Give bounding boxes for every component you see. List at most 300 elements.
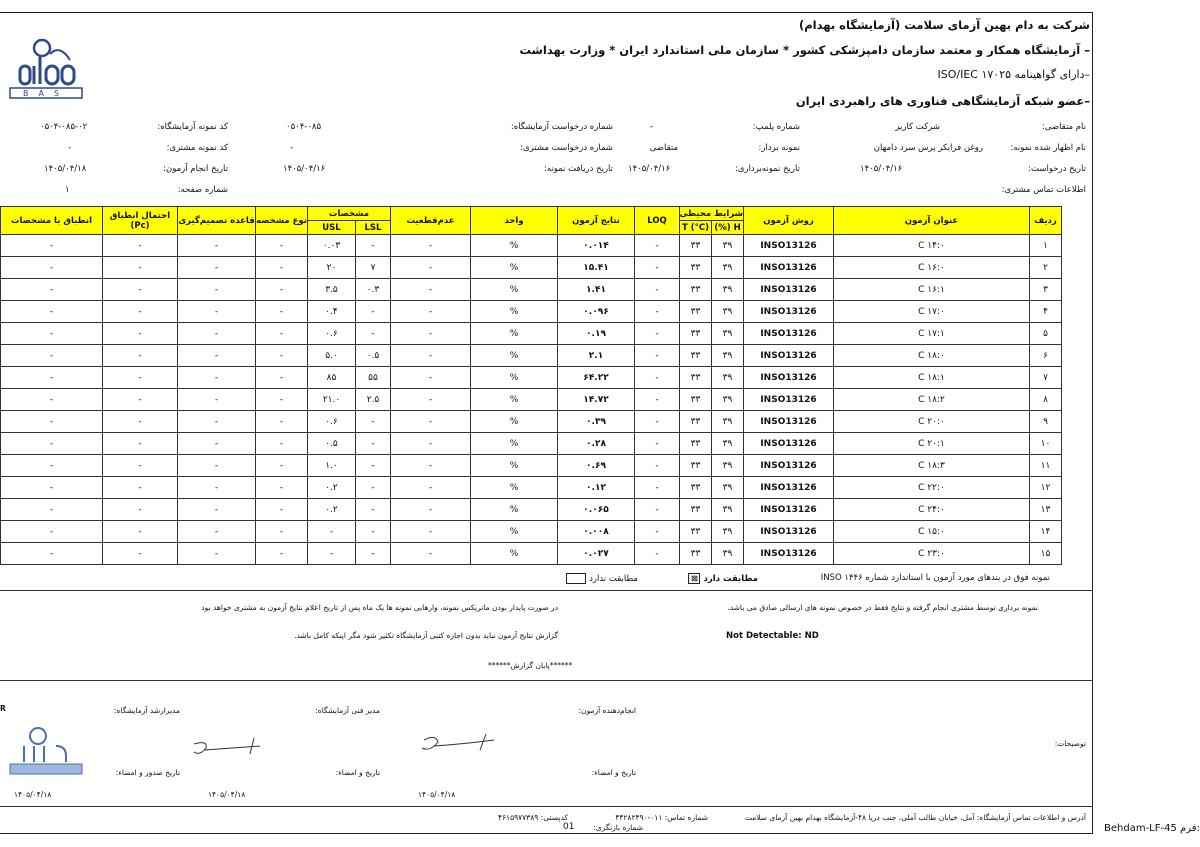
tech-manager-date: ۱۴۰۵/۰۴/۱۸ <box>208 790 246 799</box>
cell-result: ۱۴.۷۲ <box>558 389 635 411</box>
tester-date: ۱۴۰۵/۰۴/۱۸ <box>418 790 456 799</box>
cell-spec-type: - <box>256 499 308 521</box>
cell-spec-type: - <box>256 543 308 565</box>
form-code-label: فرم: <box>1180 823 1200 834</box>
cell-usl: - <box>308 521 356 543</box>
cell-lsl: - <box>356 235 391 257</box>
col-result: نتایج آزمون <box>558 207 635 235</box>
cell-loq: - <box>635 235 680 257</box>
cell-test-method: INSO13126 <box>744 543 834 565</box>
cell-humidity: ۳۹ <box>712 433 744 455</box>
form-code <box>1104 823 1200 834</box>
cell-row-number: ۲ <box>1030 257 1062 279</box>
receipt-date-value: ۱۴۰۵/۰۴/۱۶ <box>283 164 326 174</box>
col-unit: واحد <box>471 207 558 235</box>
cell-lsl: ۷ <box>356 257 391 279</box>
cell-temperature: ۳۳ <box>680 499 712 521</box>
cell-pc: - <box>103 323 178 345</box>
cell-row-number: ۱۴ <box>1030 521 1062 543</box>
cell-spec-type: - <box>256 257 308 279</box>
cell-row-number: ۱۰ <box>1030 433 1062 455</box>
results-table <box>0 206 1062 565</box>
cell-pc: - <box>103 455 178 477</box>
cell-test-method: INSO13126 <box>744 345 834 367</box>
cell-temperature: ۳۳ <box>680 257 712 279</box>
cell-compliance: - <box>1 235 103 257</box>
cell-compliance: - <box>1 433 103 455</box>
cell-pc: - <box>103 499 178 521</box>
cell-test-method: INSO13126 <box>744 477 834 499</box>
header-network: –عضو شبکه آزمایشگاهی فناوری های راهبردی ایران <box>795 94 1090 108</box>
cell-row-number: ۷ <box>1030 367 1062 389</box>
cell-lsl: - <box>356 499 391 521</box>
cell-humidity: ۳۹ <box>712 499 744 521</box>
contact-label: اطلاعات تماس مشتری: <box>1001 185 1086 195</box>
cell-humidity: ۳۹ <box>712 257 744 279</box>
cell-spec-type: - <box>256 455 308 477</box>
cell-loq: - <box>635 543 680 565</box>
cell-unit: % <box>471 345 558 367</box>
lab-logo <box>4 36 88 100</box>
cell-row-number: ۳ <box>1030 279 1062 301</box>
cell-usl: ۲۱.۰ <box>308 389 356 411</box>
cell-unit: % <box>471 301 558 323</box>
cell-uncertainty: - <box>391 235 471 257</box>
cell-lsl: - <box>356 477 391 499</box>
cell-usl: ۵.۰ <box>308 345 356 367</box>
cell-spec-type: - <box>256 235 308 257</box>
cell-unit: % <box>471 235 558 257</box>
cell-lsl: - <box>356 411 391 433</box>
cell-compliance: - <box>1 279 103 301</box>
cell-spec-type: - <box>256 345 308 367</box>
cell-loq: - <box>635 411 680 433</box>
cell-decision-rule: - <box>178 411 256 433</box>
cell-usl: ۰.۶ <box>308 411 356 433</box>
test-date-value: ۱۴۰۵/۰۴/۱۸ <box>44 164 87 174</box>
cell-unit: % <box>471 455 558 477</box>
cell-test-title: C ۱۶:۱ <box>834 279 1030 301</box>
cell-uncertainty: - <box>391 455 471 477</box>
lab-request-value: ۰۵۰۴-۰۸۵ <box>286 122 322 132</box>
cell-lsl: ۰.۵ <box>356 345 391 367</box>
left-edge-mark: R <box>0 704 6 713</box>
cell-result: ۶۴.۲۲ <box>558 367 635 389</box>
cell-test-title: C ۱۴:۰ <box>834 235 1030 257</box>
cell-humidity: ۳۹ <box>712 235 744 257</box>
cell-unit: % <box>471 477 558 499</box>
cell-result: ۱۵.۴۱ <box>558 257 635 279</box>
cell-row-number: ۱۲ <box>1030 477 1062 499</box>
cell-loq: - <box>635 477 680 499</box>
cell-pc: - <box>103 521 178 543</box>
cell-usl: ۱.۰ <box>308 455 356 477</box>
cell-test-title: C ۱۸:۳ <box>834 455 1030 477</box>
cell-uncertainty: - <box>391 521 471 543</box>
cell-humidity: ۳۹ <box>712 389 744 411</box>
cell-compliance: - <box>1 499 103 521</box>
cell-temperature: ۳۳ <box>680 521 712 543</box>
cell-unit: % <box>471 499 558 521</box>
cell-decision-rule: - <box>178 257 256 279</box>
cell-result: ۰.۰۶۵ <box>558 499 635 521</box>
cell-uncertainty: - <box>391 279 471 301</box>
header-accreditation: – آزمایشگاه همکار و معتمد سازمان دامپزشکی کشور * سازمان ملی استاندارد ایران * وزارت بهداشت <box>519 43 1090 57</box>
cell-test-method: INSO13126 <box>744 301 834 323</box>
col-row: ردیف <box>1030 207 1062 235</box>
cell-result: ۰.۶۹ <box>558 455 635 477</box>
cell-unit: % <box>471 521 558 543</box>
cell-uncertainty: - <box>391 323 471 345</box>
complies-checkbox[interactable]: ⊠ <box>688 573 700 584</box>
cell-test-title: C ۱۸:۲ <box>834 389 1030 411</box>
cell-compliance: - <box>1 345 103 367</box>
cell-uncertainty: - <box>391 389 471 411</box>
tester-date-label: تاریخ و امضاء: <box>591 768 636 777</box>
tech-manager-date-label: تاریخ و امضاء: <box>335 768 380 777</box>
cell-result: ۱.۴۱ <box>558 279 635 301</box>
cell-usl: - <box>308 543 356 565</box>
cell-result: ۰.۱۲ <box>558 477 635 499</box>
cell-spec-type: - <box>256 323 308 345</box>
cell-result: ۰.۰۱۴ <box>558 235 635 257</box>
lab-request-label: شماره درخواست آزمایشگاه: <box>510 122 613 132</box>
cell-decision-rule: - <box>178 455 256 477</box>
cell-test-method: INSO13126 <box>744 521 834 543</box>
col-decision-rule: قاعده تصمیم‌گیری <box>178 207 256 235</box>
cell-loq: - <box>635 323 680 345</box>
cell-humidity: ۳۹ <box>712 543 744 565</box>
customer-sample-label: کد نمونه مشتری: <box>166 143 228 153</box>
manager-label: مدیرارشد آزمایشگاه: <box>113 706 180 715</box>
cell-usl: ۸۵ <box>308 367 356 389</box>
cell-usl: ۳.۵ <box>308 279 356 301</box>
cell-humidity: ۳۹ <box>712 477 744 499</box>
cell-row-number: ۹ <box>1030 411 1062 433</box>
report-end: ******پایان گزارش****** <box>488 661 573 670</box>
cell-loq: - <box>635 433 680 455</box>
cell-unit: % <box>471 389 558 411</box>
cell-loq: - <box>635 279 680 301</box>
footer-postal: کدپستی: ۴۶۱۵۹۷۷۳۸۹ <box>497 813 568 822</box>
cell-temperature: ۳۳ <box>680 279 712 301</box>
cell-lsl: - <box>356 301 391 323</box>
cell-pc: - <box>103 279 178 301</box>
note-nd: Not Detectable: ND <box>726 631 819 641</box>
cell-uncertainty: - <box>391 257 471 279</box>
col-title: عنوان آزمون <box>834 207 1030 235</box>
cell-test-title: C ۱۷:۱ <box>834 323 1030 345</box>
cell-test-title: C ۲۲:۰ <box>834 477 1030 499</box>
col-method: روش آزمون <box>744 207 834 235</box>
note-copy: گزارش نتایج آزمون نباید بدون اجازه کتبی آزمایشگاه تکثیر شود مگر اینکه کامل باشد. <box>294 631 558 640</box>
cell-result: ۰.۲۸ <box>558 433 635 455</box>
applicant-label: نام متقاضی: <box>1041 122 1086 132</box>
table-row <box>1 389 1062 411</box>
receipt-date-label: تاریخ دریافت نمونه: <box>543 164 613 174</box>
cell-decision-rule: - <box>178 367 256 389</box>
cell-spec-type: - <box>256 389 308 411</box>
customer-sample-value: - <box>68 143 72 153</box>
complies-option[interactable]: مطابقت دارد ⊠ <box>688 573 758 584</box>
cell-lsl: ۰.۳ <box>356 279 391 301</box>
cell-row-number: ۶ <box>1030 345 1062 367</box>
issue-date-label: تاریخ صدور و امضاء: <box>115 768 180 777</box>
cell-unit: % <box>471 543 558 565</box>
cell-loq: - <box>635 257 680 279</box>
table-row <box>1 411 1062 433</box>
table-row <box>1 323 1062 345</box>
cell-result: ۰.۰۹۶ <box>558 301 635 323</box>
not-complies-checkbox[interactable] <box>566 573 586 584</box>
cell-uncertainty: - <box>391 411 471 433</box>
cell-temperature: ۳۳ <box>680 235 712 257</box>
cell-humidity: ۳۹ <box>712 455 744 477</box>
cell-uncertainty: - <box>391 543 471 565</box>
table-row <box>1 543 1062 565</box>
note-retention: در صورت پایدار بودن ماتریکس نمونه، وارهایی نمونه ها یک ماه پس از تاریخ اعلام نتایج آزمون به مشتری خواهد بود <box>201 603 558 612</box>
company-name: شرکت به دام بهین آزمای سلامت (آزمایشگاه بهدام) <box>799 18 1090 32</box>
cell-compliance: - <box>1 521 103 543</box>
applicant-value: شرکت کاریز <box>895 122 940 132</box>
sample-name-label: نام اظهار شده نمونه: <box>1010 143 1086 153</box>
remarks-label: توضیحات: <box>1054 739 1086 748</box>
cell-usl: ۰.۲ <box>308 499 356 521</box>
cell-compliance: - <box>1 389 103 411</box>
cell-compliance: - <box>1 301 103 323</box>
sampling-date-value: ۱۴۰۵/۰۴/۱۶ <box>628 164 671 174</box>
cell-test-title: C ۱۵:۰ <box>834 521 1030 543</box>
cell-result: ۰.۳۹ <box>558 411 635 433</box>
sample-name-value: روغن فرایکر پرس سرد دامهان <box>873 143 983 153</box>
divider-signatures <box>0 680 1093 681</box>
table-row <box>1 367 1062 389</box>
cell-row-number: ۴ <box>1030 301 1062 323</box>
cell-decision-rule: - <box>178 477 256 499</box>
col-uncertainty: عدم‌قطعیت <box>391 207 471 235</box>
cell-spec-type: - <box>256 411 308 433</box>
cell-test-method: INSO13126 <box>744 235 834 257</box>
request-date-label: تاریخ درخواست: <box>1028 164 1086 174</box>
cell-usl: ۰.۵ <box>308 433 356 455</box>
sampler-label: نمونه بردار: <box>758 143 800 153</box>
cell-usl: ۰.۶ <box>308 323 356 345</box>
cell-test-title: C ۱۸:۱ <box>834 367 1030 389</box>
cell-lsl: - <box>356 543 391 565</box>
cell-lsl: - <box>356 455 391 477</box>
divider-footer <box>0 806 1093 807</box>
cell-compliance: - <box>1 455 103 477</box>
request-date-value: ۱۴۰۵/۰۴/۱۶ <box>860 164 903 174</box>
sampling-date-label: تاریخ نمونه‌برداری: <box>734 164 800 174</box>
cell-test-method: INSO13126 <box>744 433 834 455</box>
note-sampling: نمونه برداری توسط مشتری انجام گرفته و نتایج فقط در خصوص نمونه های ارسالی صادق می باشد. <box>727 603 1038 612</box>
cell-pc: - <box>103 345 178 367</box>
col-lsl: LSL <box>356 221 391 235</box>
cell-uncertainty: - <box>391 345 471 367</box>
col-usl: USL <box>308 221 356 235</box>
cell-pc: - <box>103 433 178 455</box>
table-row <box>1 433 1062 455</box>
cell-pc: - <box>103 367 178 389</box>
cell-spec-type: - <box>256 367 308 389</box>
form-code-value: Behdam-LF-45 <box>1104 823 1177 834</box>
seal-value: - <box>649 122 653 132</box>
cell-compliance: - <box>1 257 103 279</box>
cell-row-number: ۵ <box>1030 323 1062 345</box>
issue-date: ۱۴۰۵/۰۴/۱۸ <box>14 790 52 799</box>
cell-usl: ۰.۰۳ <box>308 235 356 257</box>
cell-uncertainty: - <box>391 301 471 323</box>
cell-test-method: INSO13126 <box>744 367 834 389</box>
cell-pc: - <box>103 411 178 433</box>
cell-test-method: INSO13126 <box>744 389 834 411</box>
table-row <box>1 301 1062 323</box>
signature-tech-manager <box>190 736 275 762</box>
col-pc: احتمال انطباق (Pc) <box>103 207 178 235</box>
cell-loq: - <box>635 499 680 521</box>
footer-phone: شماره تماس: ۰۱۱-۴۴۲۸۲۴۹۰ <box>615 813 708 822</box>
cell-row-number: ۱۵ <box>1030 543 1062 565</box>
revision-label: شماره بازنگری: <box>593 823 643 832</box>
footer-address: آدرس و اطلاعات تماس آزمایشگاه: آمل، خیابان طالب آملی، جنب دریا ۴۸-آزمایشگاه بهدام بهین آزمای سلامت <box>744 813 1086 822</box>
cell-loq: - <box>635 367 680 389</box>
cell-pc: - <box>103 301 178 323</box>
revision-value: 01 <box>563 822 575 832</box>
cell-decision-rule: - <box>178 543 256 565</box>
table-row <box>1 257 1062 279</box>
cell-compliance: - <box>1 367 103 389</box>
cell-decision-rule: - <box>178 345 256 367</box>
not-complies-option[interactable]: مطابقت ندارد <box>566 573 638 584</box>
cell-temperature: ۳۳ <box>680 433 712 455</box>
cell-decision-rule: - <box>178 521 256 543</box>
cell-temperature: ۳۳ <box>680 301 712 323</box>
cell-temperature: ۳۳ <box>680 367 712 389</box>
logo-text: BAS <box>22 89 70 98</box>
cell-compliance: - <box>1 411 103 433</box>
cell-decision-rule: - <box>178 235 256 257</box>
cell-unit: % <box>471 411 558 433</box>
cell-decision-rule: - <box>178 499 256 521</box>
cell-uncertainty: - <box>391 433 471 455</box>
cell-humidity: ۳۹ <box>712 521 744 543</box>
cell-test-title: C ۱۸:۰ <box>834 345 1030 367</box>
cell-loq: - <box>635 301 680 323</box>
cell-result: ۲.۱ <box>558 345 635 367</box>
cell-decision-rule: - <box>178 433 256 455</box>
cell-test-title: C ۲۰:۰ <box>834 411 1030 433</box>
table-row <box>1 235 1062 257</box>
cell-test-title: C ۲۰:۱ <box>834 433 1030 455</box>
cell-test-title: C ۲۳:۰ <box>834 543 1030 565</box>
cell-unit: % <box>471 433 558 455</box>
cell-loq: - <box>635 521 680 543</box>
cell-row-number: ۱ <box>1030 235 1062 257</box>
cell-pc: - <box>103 477 178 499</box>
cell-row-number: ۱۳ <box>1030 499 1062 521</box>
cell-uncertainty: - <box>391 367 471 389</box>
cell-test-method: INSO13126 <box>744 499 834 521</box>
conformity-statement: نمونه فوق در بندهای مورد آزمون با استاندارد شماره ۱۴۴۶ INSO <box>820 573 1050 583</box>
cell-lsl: - <box>356 433 391 455</box>
tech-manager-label: مدیر فنی آزمایشگاه: <box>315 706 380 715</box>
lab-sample-label: کد نمونه آزمایشگاه: <box>157 122 228 132</box>
col-env: شرایط محیطی <box>679 208 743 219</box>
cell-compliance: - <box>1 477 103 499</box>
cell-spec-type: - <box>256 301 308 323</box>
cell-spec-type: - <box>256 433 308 455</box>
cell-loq: - <box>635 389 680 411</box>
cell-humidity: ۳۹ <box>712 411 744 433</box>
table-row <box>1 455 1062 477</box>
cell-spec-type: - <box>256 279 308 301</box>
col-t: T (°C) <box>680 221 712 235</box>
col-spec: مشخصات <box>308 207 391 221</box>
table-row <box>1 279 1062 301</box>
cell-unit: % <box>471 323 558 345</box>
cell-unit: % <box>471 367 558 389</box>
cell-result: ۰.۰۲۷ <box>558 543 635 565</box>
cell-test-title: C ۱۷:۰ <box>834 301 1030 323</box>
customer-request-value: - <box>290 143 294 153</box>
cell-result: ۰.۰۰۸ <box>558 521 635 543</box>
cell-uncertainty: - <box>391 499 471 521</box>
cell-usl: ۲۰ <box>308 257 356 279</box>
cell-row-number: ۸ <box>1030 389 1062 411</box>
tester-label: انجام‌دهنده آزمون: <box>578 706 636 715</box>
cell-test-title: C ۲۴:۰ <box>834 499 1030 521</box>
cell-lsl: ۵۵ <box>356 367 391 389</box>
divider <box>0 590 1093 591</box>
cell-decision-rule: - <box>178 323 256 345</box>
cell-test-title: C ۱۶:۰ <box>834 257 1030 279</box>
table-row <box>1 521 1062 543</box>
cell-pc: - <box>103 389 178 411</box>
cell-pc: - <box>103 235 178 257</box>
cell-loq: - <box>635 345 680 367</box>
cell-usl: ۰.۲ <box>308 477 356 499</box>
cell-humidity: ۳۹ <box>712 323 744 345</box>
col-loq: LOQ <box>635 207 680 235</box>
sampler-value: متقاضی <box>649 143 678 153</box>
cell-test-method: INSO13126 <box>744 279 834 301</box>
cell-lsl: - <box>356 323 391 345</box>
cell-usl: ۰.۴ <box>308 301 356 323</box>
cell-compliance: - <box>1 323 103 345</box>
customer-request-label: شماره درخواست مشتری: <box>520 143 613 153</box>
cell-temperature: ۳۳ <box>680 389 712 411</box>
cell-temperature: ۳۳ <box>680 543 712 565</box>
cell-unit: % <box>471 257 558 279</box>
cell-temperature: ۳۳ <box>680 345 712 367</box>
table-row <box>1 499 1062 521</box>
cell-decision-rule: - <box>178 389 256 411</box>
cell-lsl: ۲.۵ <box>356 389 391 411</box>
header-iso: –دارای گواهینامه ۱۷۰۲۵ ISO/IEC <box>937 68 1090 81</box>
cell-pc: - <box>103 543 178 565</box>
lab-sample-value: ۰۵۰۴-۰۸۵-۰۲ <box>40 122 88 132</box>
manager-stamp <box>4 722 88 780</box>
seal-label: شماره پلمپ: <box>752 122 800 132</box>
table-row <box>1 477 1062 499</box>
cell-humidity: ۳۹ <box>712 301 744 323</box>
cell-compliance: - <box>1 543 103 565</box>
cell-test-method: INSO13126 <box>744 411 834 433</box>
page-label: شماره صفحه: <box>177 185 228 195</box>
cell-temperature: ۳۳ <box>680 455 712 477</box>
cell-uncertainty: - <box>391 477 471 499</box>
